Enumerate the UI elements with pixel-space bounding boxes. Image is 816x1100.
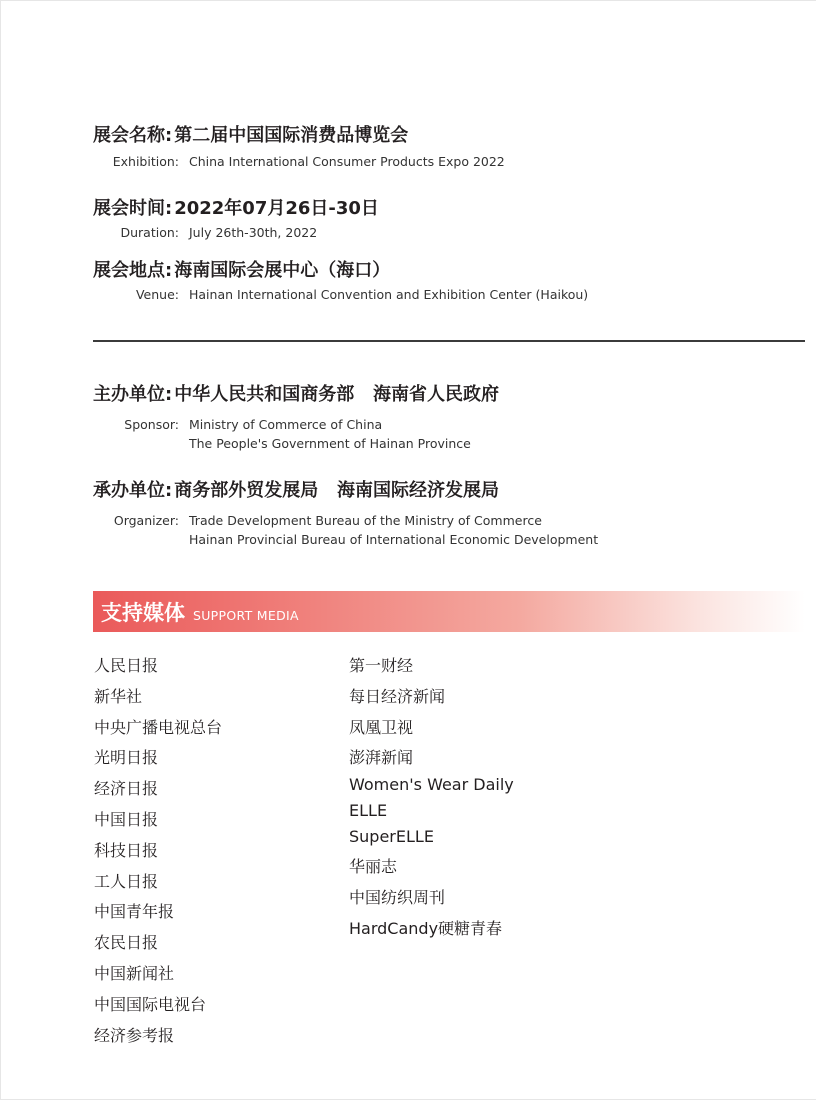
media-item: 中央广播电视总台 xyxy=(94,717,223,737)
organizer-en-lines xyxy=(189,511,598,549)
duration-en-row xyxy=(93,223,379,242)
media-item: 经济日报 xyxy=(94,779,159,799)
media-list-left xyxy=(94,655,222,1055)
organizer-block xyxy=(93,476,598,549)
media-item: ELLE xyxy=(349,801,388,821)
organizer-en-row xyxy=(93,511,598,549)
sponsor-zh-label: 主办单位: xyxy=(93,384,173,405)
venue-zh-label: 展会地点: xyxy=(93,260,173,281)
sponsor-en-line: The People's Government of Hainan Province xyxy=(189,436,471,451)
media-item: 华丽志 xyxy=(349,857,398,877)
media-item: 每日经济新闻 xyxy=(349,686,446,706)
media-item: 中国国际电视台 xyxy=(94,994,207,1014)
sponsor-zh-value: 中华人民共和国商务部 海南省人民政府 xyxy=(174,384,500,405)
exhibition-en-value: China International Consumer Products Expo 2022 xyxy=(189,154,505,169)
venue-zh-row xyxy=(93,256,588,282)
exhibition-block xyxy=(93,121,505,171)
media-item: 中国纺织周刊 xyxy=(349,888,446,908)
sponsor-block xyxy=(93,380,499,453)
media-item: Women's Wear Daily xyxy=(349,775,514,795)
sponsor-zh-row xyxy=(93,380,499,406)
page-left-edge xyxy=(0,0,1,1100)
duration-zh-label: 展会时间: xyxy=(93,198,173,219)
media-item: 光明日报 xyxy=(94,748,159,768)
media-item: SuperELLE xyxy=(349,827,434,847)
venue-zh-value: 海南国际会展中心（海口） xyxy=(174,260,391,281)
exhibition-en-label: Exhibition: xyxy=(112,154,179,169)
duration-zh-value: 2022年07月26日-30日 xyxy=(174,198,379,219)
venue-block xyxy=(93,256,588,304)
exhibition-zh-label: 展会名称: xyxy=(93,125,173,146)
duration-block xyxy=(93,194,379,242)
media-item: 中国青年报 xyxy=(94,902,175,922)
sponsor-en-label: Sponsor: xyxy=(124,417,179,432)
duration-en-label: Duration: xyxy=(120,225,179,240)
venue-en-row xyxy=(93,285,588,304)
support-media-subtitle: SUPPORT MEDIA xyxy=(193,608,299,623)
support-media-banner xyxy=(93,591,805,632)
organizer-en-label: Organizer: xyxy=(113,513,179,528)
organizer-en-line: Hainan Provincial Bureau of International Economic Development xyxy=(189,532,599,547)
media-item: 凤凰卫视 xyxy=(349,717,414,737)
organizer-en-line: Trade Development Bureau of the Ministry of Commerce xyxy=(189,513,542,528)
media-item: 人民日报 xyxy=(94,656,159,675)
media-item: 第一财经 xyxy=(349,656,414,675)
media-item: HardCandy硬糖青春 xyxy=(349,918,503,938)
section-divider xyxy=(93,340,805,342)
media-item: 中国日报 xyxy=(94,809,159,829)
organizer-zh-value: 商务部外贸发展局 海南国际经济发展局 xyxy=(174,480,500,501)
page-top-edge xyxy=(0,0,816,1)
media-item: 农民日报 xyxy=(94,933,159,953)
duration-en-value: July 26th-30th, 2022 xyxy=(189,225,318,240)
sponsor-en-row xyxy=(93,415,499,453)
support-media-title: 支持媒体 xyxy=(101,600,185,625)
exhibition-en-row xyxy=(93,152,505,171)
venue-en-value: Hainan International Convention and Exhibition Center (Haikou) xyxy=(189,287,589,302)
media-item: 经济参考报 xyxy=(94,1025,175,1045)
media-item: 科技日报 xyxy=(94,840,159,860)
venue-en-label: Venue: xyxy=(135,287,179,302)
exhibition-zh-row xyxy=(93,121,505,147)
media-item: 工人日报 xyxy=(94,871,159,891)
sponsor-en-lines xyxy=(189,415,471,453)
exhibition-zh-value: 第二届中国国际消费品博览会 xyxy=(174,125,409,146)
media-item: 澎湃新闻 xyxy=(349,748,414,768)
organizer-zh-label: 承办单位: xyxy=(93,480,173,501)
duration-zh-row xyxy=(93,194,379,220)
sponsor-en-line: Ministry of Commerce of China xyxy=(189,417,383,432)
organizer-zh-row xyxy=(93,476,598,502)
media-item: 新华社 xyxy=(94,686,143,706)
media-item: 中国新闻社 xyxy=(94,963,175,983)
media-list-right xyxy=(349,655,514,949)
